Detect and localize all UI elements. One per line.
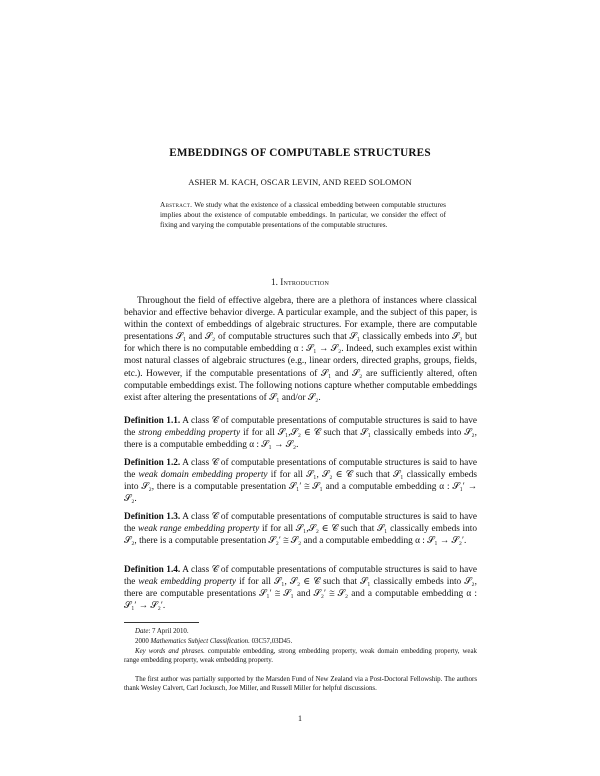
footnote-rule: [124, 622, 199, 623]
abstract: [160, 200, 446, 231]
author-list: ASHER M. KACH, OSCAR LEVIN, AND REED SOLOMON: [188, 177, 412, 187]
msc-prefix: 2000: [135, 638, 149, 645]
section-heading: [0, 277, 600, 287]
definition-text-post: if for all 𝒮₁, 𝒮₂ ∈ 𝒞 such that 𝒮₁ classically embeds into 𝒮₂, there is a computable presentation 𝒮₁′ ≅ 𝒮₁ and a computable embedding α : 𝒮₁′ → 𝒮₂.: [124, 470, 477, 505]
section-number: 1.: [271, 277, 278, 287]
intro-paragraph: Throughout the field of effective algebra, there are a plethora of instances where classical behavior and effective behavior diverge. A particular example, and the subject of this paper, is within the context of embeddings of algebraic structures. For example, there are computable presentations 𝒮₁ and 𝒮₂ of computable structures such that 𝒮₁ classically embeds into 𝒮₂ but for which there is no computable embedding α : 𝒮₁ → 𝒮₂. Indeed, such examples exist within most natural classes of algebraic structures (e.g., linear orders, directed graphs, groups, fields, etc.). However, if the computable presentations of 𝒮₁ and 𝒮₂ are sufficiently altered, often computable embeddings exist. The following notions capture whether computable embeddings exist after altering the presentations of 𝒮₁ and/or 𝒮₂.: [124, 296, 477, 403]
footnote-acknowledgment: The first author was partially supported by the Marsden Fund of New Zealand via a Post-Doctoral Fellowship. The authors thank Wesley Calvert, Carl Jockusch, Joe Miller, and Russell Miller for helpful discussions.: [124, 676, 477, 693]
definition-term: weak embedding property: [138, 577, 237, 588]
definition-term: weak domain embedding property: [138, 470, 268, 481]
msc-value: 03C57,03D45.: [251, 638, 293, 645]
definition-1-1: [124, 415, 477, 451]
date-value: : 7 April 2010.: [148, 628, 189, 635]
definition-label: Definition 1.1.: [124, 416, 181, 426]
definition-1-2: [124, 457, 477, 505]
abstract-label: Abstract.: [160, 200, 193, 209]
definition-text-pre: A class 𝒞 of computable presentations of computable structures is said to have the: [124, 512, 478, 535]
definition-1-3: [124, 511, 477, 547]
definition-label: Definition 1.3.: [124, 512, 181, 522]
definition-1-4: [124, 564, 477, 612]
definition-text-post: if for all 𝒮₁, 𝒮₂ ∈ 𝒞 such that 𝒮₁ classically embeds into 𝒮₂, there are computable presentations 𝒮₁′ ≅ 𝒮₁ and 𝒮₂′ ≅ 𝒮₂ and a computable embedding α : 𝒮₁′ → 𝒮₂′.: [124, 577, 478, 612]
keywords-value: computable embedding, strong embedding property, weak domain embedding property, weak range embedding property, weak embedding property.: [124, 648, 477, 665]
definition-term: strong embedding property: [138, 428, 241, 439]
definition-text-pre: A class 𝒞 of computable presentations of computable structures is said to have the: [124, 416, 478, 439]
footnote-date: [124, 627, 477, 636]
date-label: Date: [135, 628, 149, 635]
definition-term: weak range embedding property: [138, 524, 260, 535]
keywords-label: Key words and phrases.: [135, 648, 205, 655]
definition-text-pre: A class 𝒞 of computable presentations of computable structures is said to have the: [124, 458, 478, 481]
abstract-text: We study what the existence of a classical embedding between computable structures implies about the existence of computable embeddings. In particular, we consider the effect of fixing and varying the computable presentations of the computable structures.: [160, 200, 446, 230]
page-number: 1: [298, 714, 302, 723]
definition-label: Definition 1.4.: [124, 565, 181, 575]
definition-text-post: if for all 𝒮₁,𝒮₂ ∈ 𝒞 such that 𝒮₁ classically embeds into 𝒮₂, there is a computable embedding α : 𝒮₁ → 𝒮₂.: [124, 428, 477, 451]
definition-text-post: if for all 𝒮₁,𝒮₂ ∈ 𝒞 such that 𝒮₁ classically embeds into 𝒮₂, there is a computable presentation 𝒮₂′ ≅ 𝒮₂ and a computable embedding α : 𝒮₁ → 𝒮₂′.: [124, 524, 477, 547]
section-title: Introduction: [280, 277, 329, 287]
footnote-msc: [124, 637, 477, 646]
footnote-keywords: [124, 647, 477, 665]
definition-label: Definition 1.2.: [124, 458, 181, 468]
msc-label: Mathematics Subject Classification.: [150, 638, 250, 645]
paper-title: EMBEDDINGS OF COMPUTABLE STRUCTURES: [169, 147, 431, 159]
definition-text-pre: A class 𝒞 of computable presentations of computable structures is said to have the: [124, 565, 478, 588]
